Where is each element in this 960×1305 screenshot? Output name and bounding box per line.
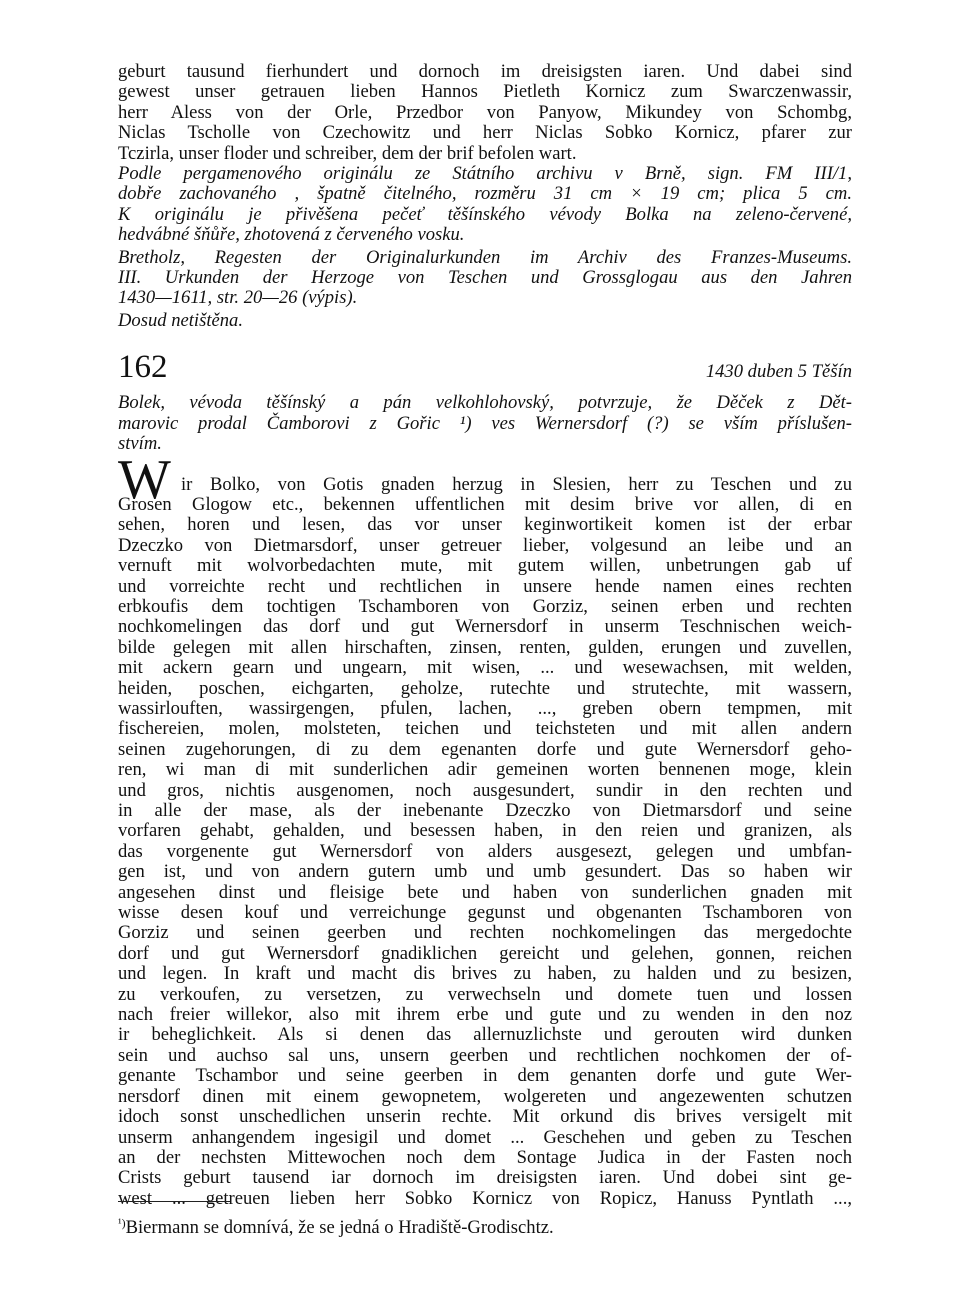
document-number: 162 bbox=[118, 349, 168, 386]
body-line: vernuft mit wolvorbedachten mute, mit gutem willen, unbetrungen gab uf bbox=[118, 555, 852, 577]
body-line: gen ist, und von andern gutern umb und umb gesundert. Das so haben wir bbox=[118, 861, 852, 883]
body-line: ir Bolko, von Gotis gnaden herzug in Slesien, herr zu Teschen und zu bbox=[181, 473, 852, 495]
body-line: nersdorf dinen mit einem gewopnetem, wolgereten und angezewenten schutzen bbox=[118, 1085, 852, 1107]
footnote-divider bbox=[118, 1201, 230, 1202]
body-line: idoch sonst unschedlichen unserin rechte. Mit orkund dis brives versigelt mit bbox=[118, 1106, 852, 1128]
body-line: nach freier willekor, also mit ihrem erbe und gute und zu wenden in den noz bbox=[118, 1004, 852, 1026]
body-line: zu verkoufen, zu versetzen, zu verwechseln und domete tuen und lossen bbox=[118, 983, 852, 1005]
page-content bbox=[118, 62, 852, 1209]
regest-line: Bolek, vévoda těšínský a pán velkohlohovský, potvrzuje, že Děček z Dět- bbox=[118, 392, 852, 414]
document-date-place: 1430 duben 5 Těšín bbox=[705, 361, 852, 383]
body-line: sehen, horen und lesen, das vor unser keginwortikeit komen ist der erbar bbox=[118, 514, 852, 536]
regest bbox=[118, 393, 852, 454]
body-line: ren, wi man di mit sunderlichen adir gemeinen worten bennenen moge, klein bbox=[118, 759, 852, 781]
body-line: genante Tschambor und seine geerben in dem genanten dorfe und gute Wer- bbox=[118, 1065, 852, 1087]
body-line: und legen. In kraft und macht dis brives zu haben, zu halden und zu besizen, bbox=[118, 963, 852, 985]
document-heading bbox=[118, 347, 852, 393]
body-line: und gros, nichtis ausgenomen, noch ausgesundert, sundir in den rechten und bbox=[118, 779, 852, 801]
body-line: an der nechsten Mittewochen noch dem Sontage Judica in der Fasten noch bbox=[118, 1146, 852, 1168]
document-body bbox=[118, 448, 852, 1210]
note-line: K originálu je přivěšena pečeť těšínského vévody Bolka na zeleno-červené, bbox=[118, 203, 852, 225]
body-line: bilde gelegen mit allen hirschaften, zinsen, renten, gulden, erungen und zuvellen, bbox=[118, 636, 852, 658]
body-line: fischereien, molen, molsteten, teichen und teichsteten und mit allen andern bbox=[118, 718, 852, 740]
body-line: in alle der mase, als der inebenante Dzeczko von Dietmarsdorf und seine bbox=[118, 800, 852, 821]
previous-document-text bbox=[118, 62, 852, 164]
body-line: seinen zugehorungen, di zu dem egenanten dorfe und gute Wernersdorf geho- bbox=[118, 738, 852, 760]
body-line: angesehen dinst und fleisige bete und haben von sunderlichen gnaden mit bbox=[118, 881, 852, 903]
note-line: dobře zachovaného , špatně čitelného, rozměru 31 cm × 19 cm; plica 5 cm. bbox=[118, 183, 852, 205]
note-line: hedvábné šňůře, zhotovená z červeného vosku. bbox=[118, 224, 465, 246]
text-line: Tczirla, unser floder und schreiber, dem der brif befolen wart. bbox=[118, 142, 577, 164]
footnote-text: Biermann se domnívá, že se jedná o Hradiště-Grodischtz. bbox=[125, 1217, 554, 1238]
body-lines bbox=[118, 495, 852, 1209]
body-line: das vorgenente gut Wernersdorf von alders ausgesezt, gelegen und umbfan- bbox=[118, 840, 852, 862]
text-line: gewest unser getrauen lieben Hannos Pietleth Kornicz zum Swarczenwassir, bbox=[118, 81, 852, 103]
note-line: Podle pergamenového originálu ze Státního archivu v Brně, sign. FM III/1, bbox=[118, 163, 852, 185]
unpublished-note: Dosud netištěna. bbox=[118, 309, 243, 331]
body-line: ir beheglichkeit. Als si denen das allernuzlichste und gerouten wird dunken bbox=[118, 1024, 852, 1046]
body-line: Grosen Glogow etc., bekennen uffentlichen mit desim brive vor allen, di en bbox=[118, 493, 852, 515]
body-line: unserm anhangendem ingesigil und domet ... Geschehen und geben zu Teschen bbox=[118, 1126, 852, 1148]
body-line: west ... getreuen lieben herr Sobko Kornicz von Ropicz, Hanuss Pyntlath ..., bbox=[118, 1187, 852, 1209]
literature-line: III. Urkunden der Herzoge von Teschen und Grossglogau aus den Jahren bbox=[118, 267, 852, 289]
regest-line: stvím. bbox=[118, 433, 162, 455]
literature-line: Bretholz, Regesten der Originalurkunden im Archiv des Franzes-Museums. bbox=[118, 246, 852, 268]
body-line: nochkomelingen das dorf und gut Wernersdorf in unserm Teschnischen weich- bbox=[118, 616, 852, 638]
footnote-mark: ¹) bbox=[118, 1216, 126, 1230]
body-line: Gorziz und seinen geerben und rechten nochkomelingen das mergedochte bbox=[118, 922, 852, 944]
body-line: heiden, poschen, eichgarten, geholze, rutechte und strutechte, mit wassern, bbox=[118, 677, 852, 699]
source-note bbox=[118, 164, 852, 331]
regest-line: marovic prodal Čamborovi z Gořic ¹) ves Wernersdorf (?) se vším příslušen- bbox=[118, 412, 852, 434]
body-line: wassirlouften, wassirgengen, pfulen, lachen, ..., greben obern tempmen, mit bbox=[118, 697, 852, 719]
text-line: Niclas Tscholle von Czechowitz und herr Niclas Sobko Kornicz, pfarer zur bbox=[118, 122, 852, 144]
body-line: Dzeczko von Dietmarsdorf, unser getreuer lieber, volgesund an leibe und an bbox=[118, 534, 852, 556]
body-line: vorfaren gehabt, gehalden, und besessen haben, in den reien und granizen, als bbox=[118, 820, 852, 842]
text-line: geburt tausund fierhundert und dornoch im dreisigsten iaren. Und dabei sind bbox=[118, 61, 852, 82]
body-line: dorf und gut Wernersdorf gnadiklichen gereicht und gelehen, gonnen, reichen bbox=[118, 942, 852, 964]
body-line: und vorreichte recht und rechtlichen in unsere hende namen eines rechten bbox=[118, 575, 852, 597]
body-line: sein und auchso sal uns, unsern geerben und rechtlichen nochkomen der of- bbox=[118, 1044, 852, 1066]
drop-initial: W bbox=[118, 448, 171, 511]
footnote bbox=[118, 1212, 554, 1239]
literature-line: 1430—1611, str. 20—26 (výpis). bbox=[118, 287, 358, 309]
body-line: mit ackern gearn und ungearn, mit wisen, ... und wesewachsen, mit welden, bbox=[118, 657, 852, 679]
body-line: erbkoufis dem tochtigen Tschamboren von Gorziz, seinen erben und rechten bbox=[118, 595, 852, 617]
body-line: wisse desen kouf und verreichunge gegunst und obgenanten Tschamboren von bbox=[118, 902, 852, 924]
text-line: herr Aless von der Orle, Przedbor von Panyow, Mikundey von Schombg, bbox=[118, 101, 852, 123]
body-line: Crists geburt tausend iar dornoch im dreisigsten iaren. Und dobei sint ge- bbox=[118, 1167, 852, 1189]
